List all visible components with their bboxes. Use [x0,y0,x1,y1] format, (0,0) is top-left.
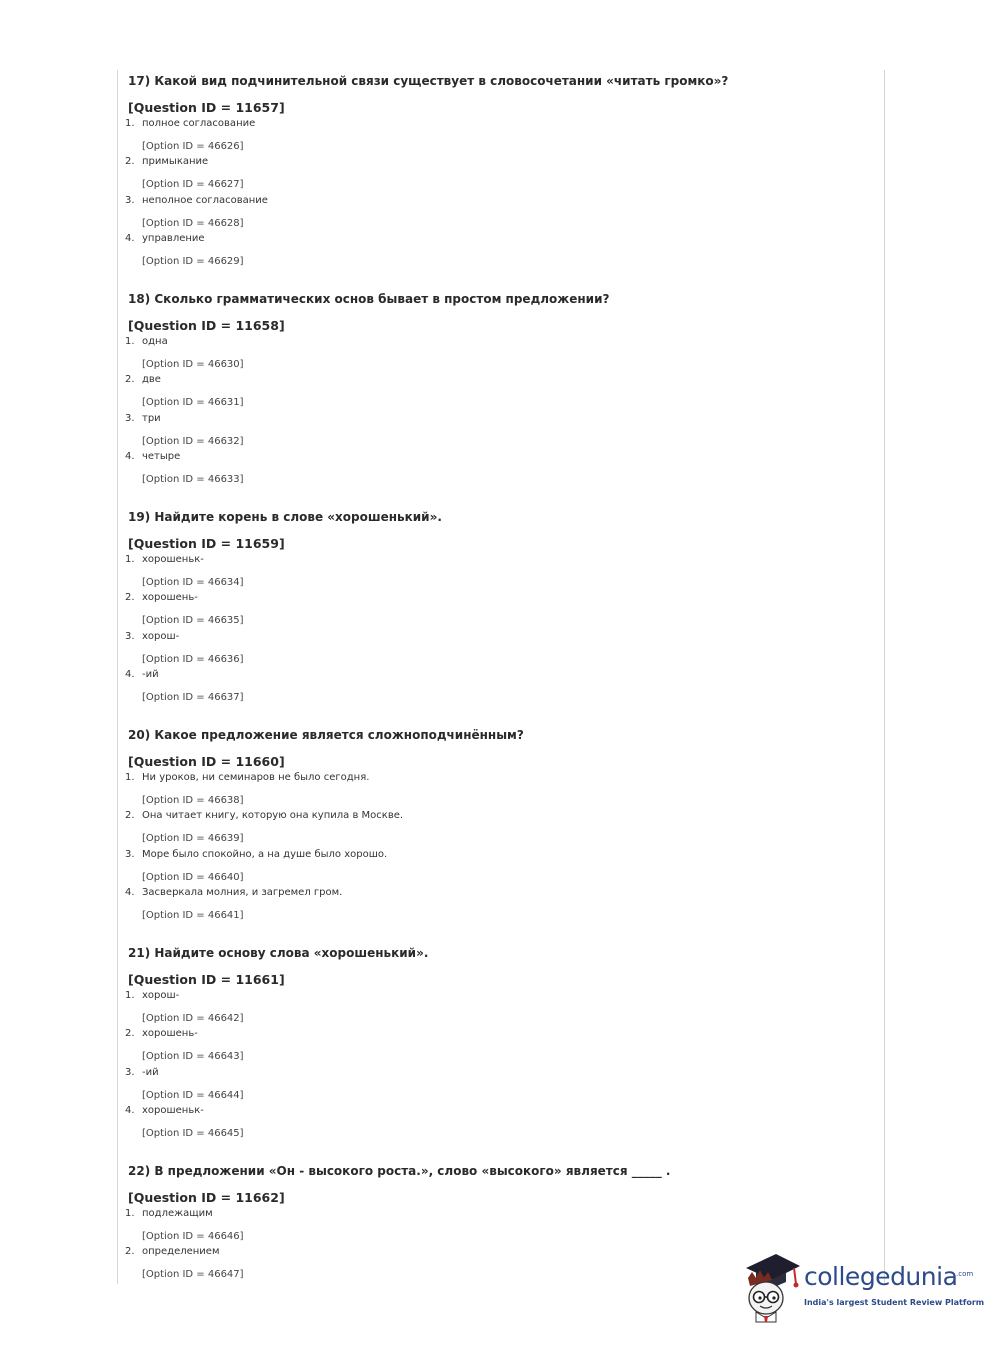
option-id: [Option ID = 46632] [142,436,244,447]
option-number: 1. [125,990,135,1001]
option-number: 4. [125,887,135,898]
option-text: -ий [142,1067,159,1078]
option-text: управление [142,233,205,244]
option-id: [Option ID = 46631] [142,397,244,408]
option-id: [Option ID = 46636] [142,654,244,665]
option-number: 3. [125,631,135,642]
option-number: 2. [125,156,135,167]
option-number: 1. [125,336,135,347]
option-number: 4. [125,669,135,680]
option-number: 1. [125,118,135,129]
option-text: примыкание [142,156,209,167]
option-id: [Option ID = 46645] [142,1128,244,1139]
option-text: неполное согласование [142,195,268,206]
option-number: 2. [125,1028,135,1039]
option-number: 2. [125,374,135,385]
question-id: [Question ID = 11662] [128,1190,285,1205]
option-id: [Option ID = 46637] [142,692,244,703]
option-number: 1. [125,554,135,565]
option-number: 3. [125,849,135,860]
option-text: две [142,374,161,385]
collegedunia-logo[interactable] [742,1248,985,1323]
option-number: 4. [125,1105,135,1116]
question-id: [Question ID = 11660] [128,754,285,769]
option-number: 1. [125,1208,135,1219]
option-text: -ий [142,669,159,680]
option-id: [Option ID = 46627] [142,179,244,190]
option-id: [Option ID = 46638] [142,795,244,806]
question-id: [Question ID = 11661] [128,972,285,987]
question-title: 21) Найдите основу слова «хорошенький». [128,946,429,960]
option-text: Море было спокойно, а на душе было хорошо. [142,849,388,860]
option-text: Засверкала молния, и загремел гром. [142,887,343,898]
option-id: [Option ID = 46626] [142,141,244,152]
option-id: [Option ID = 46647] [142,1269,244,1280]
option-id: [Option ID = 46628] [142,218,244,229]
option-number: 4. [125,233,135,244]
question-title: 22) В предложении «Он - высокого роста.», слово «высокого» является _____ . [128,1164,671,1178]
option-id: [Option ID = 46630] [142,359,244,370]
option-number: 3. [125,195,135,206]
option-text: хорош- [142,990,180,1001]
option-text: четыре [142,451,181,462]
logo-domain-suffix: .com [956,1270,974,1278]
option-number: 2. [125,592,135,603]
question-title: 20) Какое предложение является сложноподчинённым? [128,728,524,742]
left-border-line [117,70,118,1284]
option-id: [Option ID = 46641] [142,910,244,921]
option-number: 4. [125,451,135,462]
mascot-icon [742,1248,804,1323]
option-id: [Option ID = 46646] [142,1231,244,1242]
question-id: [Question ID = 11658] [128,318,285,333]
option-number: 2. [125,810,135,821]
option-id: [Option ID = 46635] [142,615,244,626]
question-title: 19) Найдите корень в слове «хорошенький». [128,510,442,524]
option-id: [Option ID = 46642] [142,1013,244,1024]
option-id: [Option ID = 46634] [142,577,244,588]
option-id: [Option ID = 46629] [142,256,244,267]
option-text: полное согласование [142,118,256,129]
question-id: [Question ID = 11659] [128,536,285,551]
option-text: хорошеньк- [142,1105,204,1116]
option-text: хорошень- [142,592,198,603]
option-text: Она читает книгу, которую она купила в Москве. [142,810,404,821]
option-text: хорош- [142,631,180,642]
option-number: 2. [125,1246,135,1257]
logo-tagline: India's largest Student Review Platform [804,1298,985,1307]
question-title: 17) Какой вид подчинительной связи существует в словосочетании «читать громко»? [128,74,729,88]
option-text: Ни уроков, ни семинаров не было сегодня. [142,772,370,783]
option-number: 3. [125,413,135,424]
option-text: подлежащим [142,1208,213,1219]
option-text: одна [142,336,168,347]
option-number: 3. [125,1067,135,1078]
option-number: 1. [125,772,135,783]
option-id: [Option ID = 46639] [142,833,244,844]
option-text: хорошеньк- [142,554,204,565]
question-id: [Question ID = 11657] [128,100,285,115]
option-id: [Option ID = 46644] [142,1090,244,1101]
option-id: [Option ID = 46643] [142,1051,244,1062]
option-text: хорошень- [142,1028,198,1039]
logo-wordmark: collegedunia [804,1262,958,1291]
option-text: определением [142,1246,220,1257]
option-id: [Option ID = 46633] [142,474,244,485]
option-text: три [142,413,161,424]
option-id: [Option ID = 46640] [142,872,244,883]
question-title: 18) Сколько грамматических основ бывает в простом предложении? [128,292,610,306]
right-border-line [884,70,885,1284]
